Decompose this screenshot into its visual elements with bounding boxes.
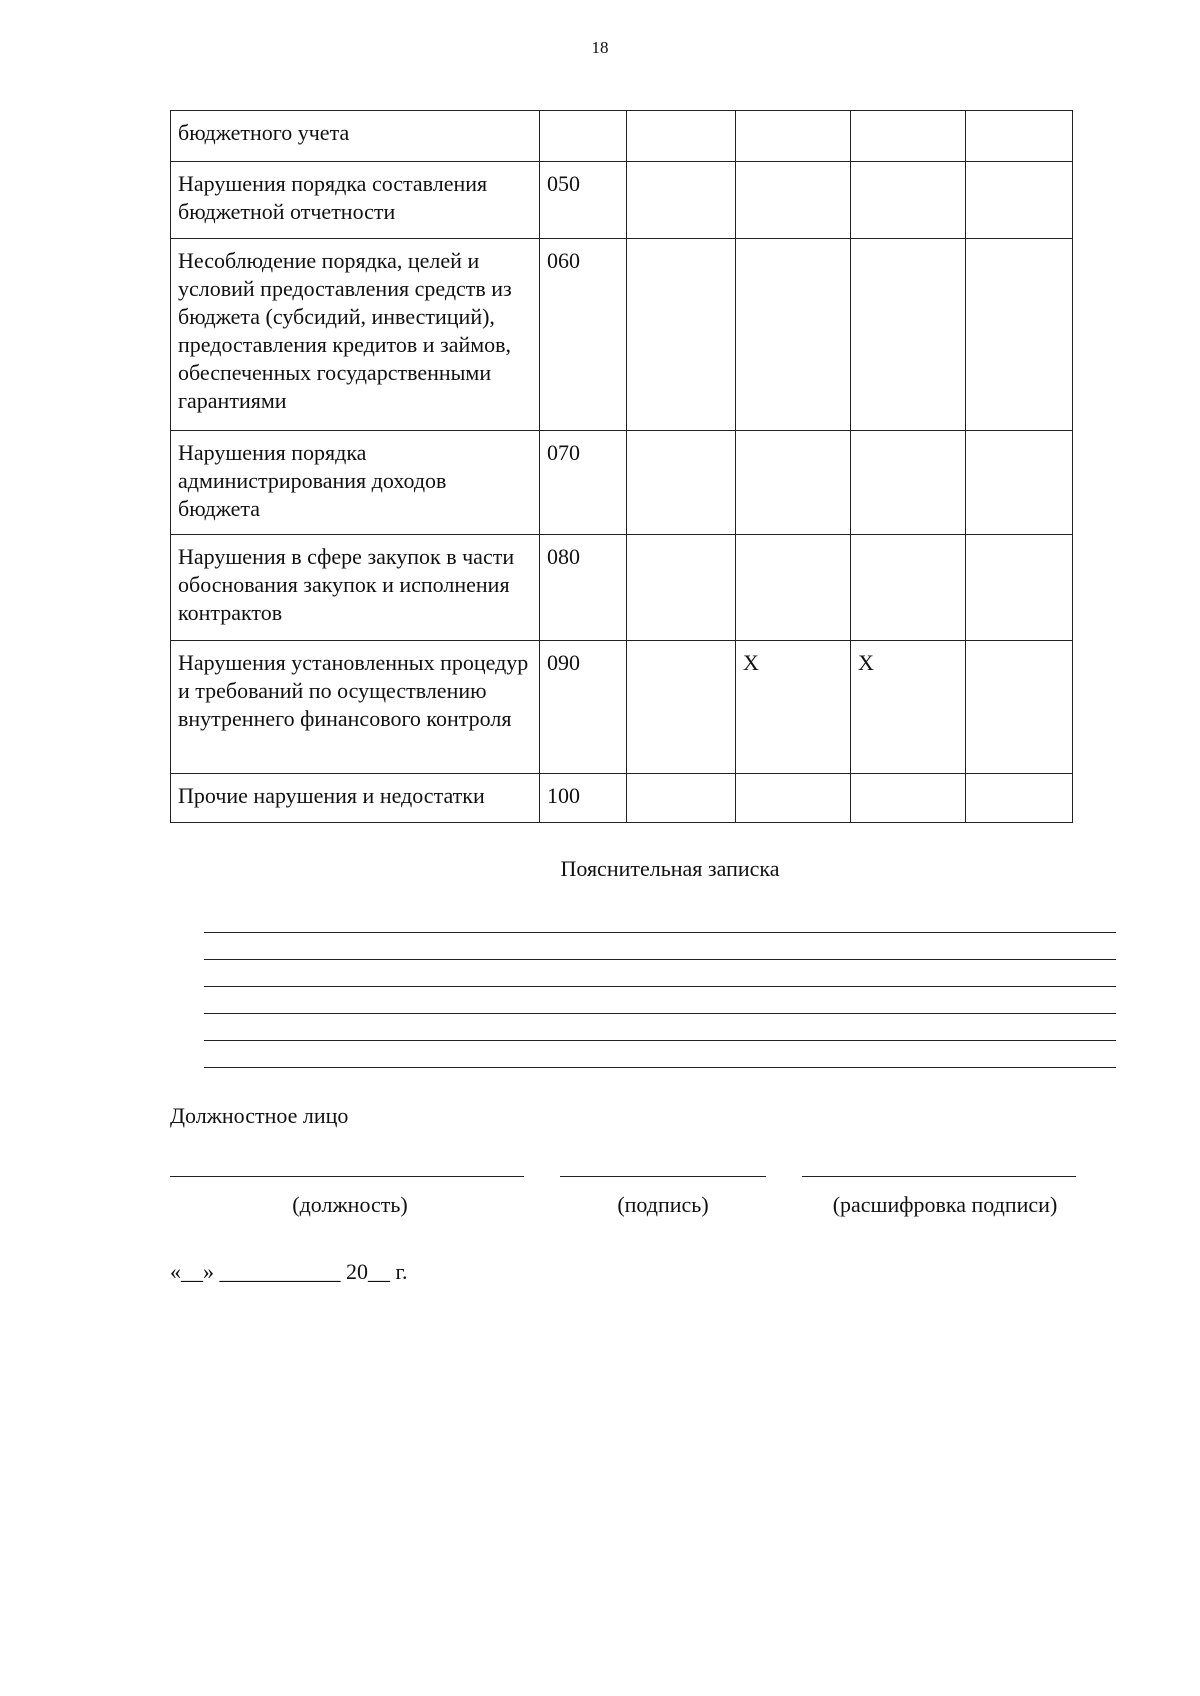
- row-name-cell: Нарушения порядка администрирования доходов бюджета: [171, 431, 540, 535]
- value-cell: [627, 641, 736, 774]
- row-name-cell: Нарушения порядка составления бюджетной отчетности: [171, 162, 540, 239]
- table-row: [171, 774, 1073, 823]
- row-name-cell: Несоблюдение порядка, целей и условий предоставления средств из бюджета (субсидий, инвестиций), предоставления кредитов и займов, обеспеченных государственными гарантиями: [171, 239, 540, 431]
- row-code-cell: 050: [540, 162, 627, 239]
- page-number: 18: [591, 38, 609, 57]
- explanatory-note-title: Пояснительная записка: [560, 856, 780, 881]
- row-code-cell: 100: [540, 774, 627, 823]
- row-name-cell: Нарушения установленных процедур и требований по осуществлению внутреннего финансового контроля: [171, 641, 540, 774]
- note-blank-line: [204, 1067, 1116, 1068]
- note-blank-line: [204, 1013, 1116, 1014]
- value-cell: [736, 774, 851, 823]
- value-cell: [851, 431, 966, 535]
- note-blank-line: [204, 1040, 1116, 1041]
- value-cell: [627, 239, 736, 431]
- value-cell: [627, 774, 736, 823]
- value-cell: [966, 239, 1073, 431]
- position-blank-line: [170, 1176, 524, 1177]
- value-cell: X: [736, 641, 851, 774]
- value-cell: [966, 774, 1073, 823]
- table-row: [171, 162, 1073, 239]
- value-cell: [627, 162, 736, 239]
- position-caption: (должность): [292, 1192, 408, 1217]
- value-cell: [736, 431, 851, 535]
- value-cell: [966, 111, 1073, 162]
- value-cell: [627, 535, 736, 641]
- transcript-caption: (расшифровка подписи): [832, 1192, 1058, 1217]
- row-name-cell: Нарушения в сфере закупок в части обоснования закупок и исполнения контрактов: [171, 535, 540, 641]
- value-cell: [736, 239, 851, 431]
- note-blank-line: [204, 932, 1116, 933]
- value-cell: [851, 111, 966, 162]
- value-cell: [966, 162, 1073, 239]
- table-row: [171, 431, 1073, 535]
- value-cell: [966, 431, 1073, 535]
- table-row: [171, 239, 1073, 431]
- row-code-cell: 060: [540, 239, 627, 431]
- value-cell: [736, 111, 851, 162]
- value-cell: X: [851, 641, 966, 774]
- value-cell: [851, 535, 966, 641]
- row-code-cell: 080: [540, 535, 627, 641]
- transcript-blank-line: [802, 1176, 1076, 1177]
- value-cell: [627, 431, 736, 535]
- value-cell: [736, 162, 851, 239]
- violations-table: [170, 110, 1073, 823]
- value-cell: [966, 641, 1073, 774]
- explanatory-note-lines: [204, 932, 1116, 1094]
- row-code-cell: 090: [540, 641, 627, 774]
- row-code-cell: [540, 111, 627, 162]
- official-label: Должностное лицо: [170, 1103, 349, 1128]
- value-cell: [851, 239, 966, 431]
- value-cell: [736, 535, 851, 641]
- value-cell: [851, 162, 966, 239]
- signature-blank-line: [560, 1176, 766, 1177]
- date-line: «__» ___________ 20__ г.: [170, 1259, 408, 1284]
- row-code-cell: 070: [540, 431, 627, 535]
- table-row: [171, 111, 1073, 162]
- value-cell: [966, 535, 1073, 641]
- signature-caption: (подпись): [617, 1192, 709, 1217]
- value-cell: [627, 111, 736, 162]
- row-name-cell: Прочие нарушения и недостатки: [171, 774, 540, 823]
- note-blank-line: [204, 959, 1116, 960]
- note-blank-line: [204, 986, 1116, 987]
- table-row: [171, 535, 1073, 641]
- table-row: [171, 641, 1073, 774]
- value-cell: [851, 774, 966, 823]
- row-name-cell: бюджетного учета: [171, 111, 540, 162]
